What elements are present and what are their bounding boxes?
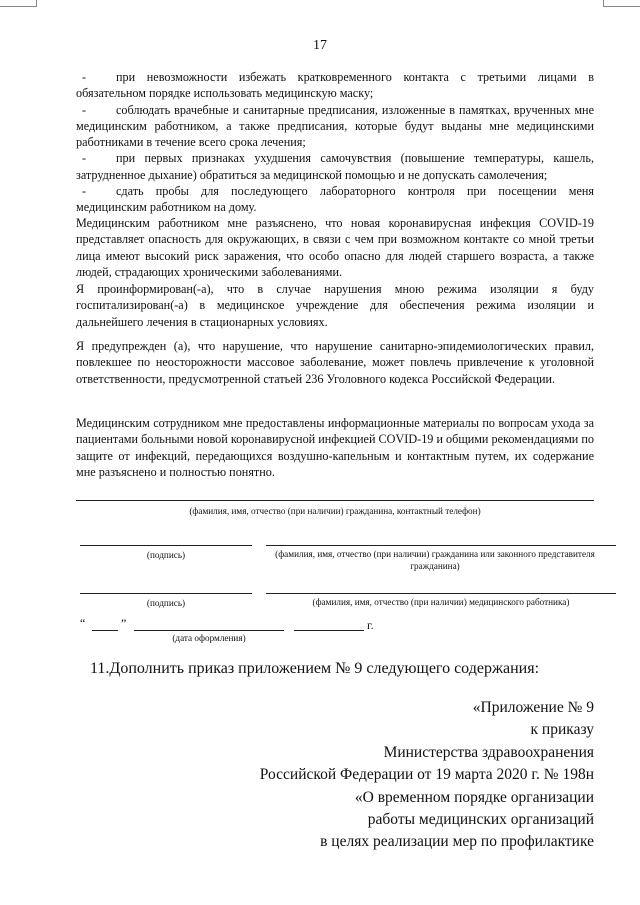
caption-signature-citizen: (подпись) <box>146 550 186 560</box>
fio-medic-line <box>266 593 616 594</box>
bullet-text: соблюдать врачебные и санитарные предписания, изложенные в памятках, врученных мне медицинским работником, а также предписания, которые будут выданы мне медицинскими работниками в течение всего срока лечения; <box>76 102 594 150</box>
appendix-approval-block <box>174 697 594 854</box>
bullet-item: - при первых признаках ухудшения самочувствия (повышение температуры, кашель, затрудненное дыхание) обратиться за медицинской помощью и не допускать самолечения; <box>76 151 594 182</box>
approval-line: в целях реализации мер по профилактике <box>320 833 594 851</box>
caption-fio-medic: (фамилия, имя, отчество (при наличии) медицинского работника) <box>312 597 570 607</box>
approval-line: «Приложение № 9 <box>472 699 594 716</box>
approval-line: к приказу <box>530 721 594 739</box>
bullet-text: при невозможности избежать кратковременного контакта с третьими лицами в обязательном порядке использовать медицинскую маску; <box>76 70 594 101</box>
caption-fio-phone: (фамилия, имя, отчество (при наличии) гражданина, контактный телефон) <box>189 506 481 516</box>
date-year-line <box>294 630 364 631</box>
date-month-line <box>134 630 284 631</box>
date-year-suffix: г. <box>367 618 374 632</box>
page-number: 17 <box>313 38 327 53</box>
bullet-item: - при невозможности избежать кратковременного контакта с третьими лицами в обязательном порядке использовать медицинскую маску; <box>76 70 594 101</box>
date-day-line <box>92 630 118 631</box>
paragraph-risk: Медицинским работником мне разъяснено, что новая коронавирусная инфекция COVID-19 представляет опасность для окружающих, в связи с чем при возможном контакте со мной третьи лица имеют высокий риск заражения, что особо опасно для людей старшего возраста, а также людей, страдающих хроническими заболеваниями. <box>76 216 594 279</box>
date-quote-open: “ <box>80 616 86 630</box>
approval-line: Российской Федерации от 19 марта 2020 г. № 198н <box>259 766 594 784</box>
paragraph-hospitalization: Я проинформирован(-а), что в случае нарушения мною режима изоляции я буду госпитализирован(-а) в медицинское учреждение для обеспечения режима изоляции и дальнейшего лечения в стационарных условиях. <box>76 282 594 329</box>
bullet-text: сдать пробы для последующего лабораторного контроля при посещении меня медицинским работником на дому. <box>76 184 594 215</box>
approval-line: «О временном порядке организации <box>354 788 594 806</box>
bullet-text: при первых признаках ухудшения самочувствия (повышение температуры, кашель, затрудненное дыхание) обратиться за медицинской помощью и не допускать самолечения; <box>76 151 594 182</box>
approval-line: работы медицинских организаций <box>367 811 594 829</box>
caption-signature-medic: (подпись) <box>146 598 186 608</box>
item-11-heading: 11.Дополнить приказ приложением № 9 следующего содержания: <box>90 660 540 677</box>
bullet-item: - соблюдать врачебные и санитарные предписания, изложенные в памятках, врученных мне медицинским работником, а также предписания, которые будут выданы мне медицинскими работниками в течение всего срока лечения; <box>76 102 594 150</box>
signature-line-citizen <box>80 545 252 546</box>
bullet-item: - сдать пробы для последующего лабораторного контроля при посещении меня медицинским работником на дому. <box>76 184 594 215</box>
paragraph-liability: Я предупрежден (а), что нарушение, что нарушение санитарно-эпидемиологических правил, повлекшее по неосторожности массовое заболевание, может повлечь привлечение к уголовной ответственности, предусмотренной статьей 236 Уголовного кодекса Российской Федерации. <box>76 339 594 386</box>
scan-corner-mark-left <box>0 0 37 7</box>
scan-corner-mark-right <box>603 0 640 7</box>
approval-line: Министерства здравоохранения <box>383 743 594 761</box>
caption-fio-citizen: (фамилия, имя, отчество (при наличии) гражданина или законного представителя гражданина) <box>275 549 595 571</box>
fio-phone-line <box>76 500 594 501</box>
signature-line-medic <box>80 593 252 594</box>
fio-citizen-line <box>266 545 616 546</box>
date-quote-close: ” <box>121 616 127 630</box>
paragraph-materials: Медицинским сотрудником мне предоставлены информационные материалы по вопросам ухода за пациентами больными новой коронавирусной инфекцией COVID-19 и общими рекомендациями по защите от инфекций, передающихся воздушно-капельным и контактным путем, их содержание мне разъяснено и полностью понятно. <box>76 416 594 479</box>
bullet-list <box>76 69 594 216</box>
caption-date: (дата оформления) <box>172 633 246 643</box>
